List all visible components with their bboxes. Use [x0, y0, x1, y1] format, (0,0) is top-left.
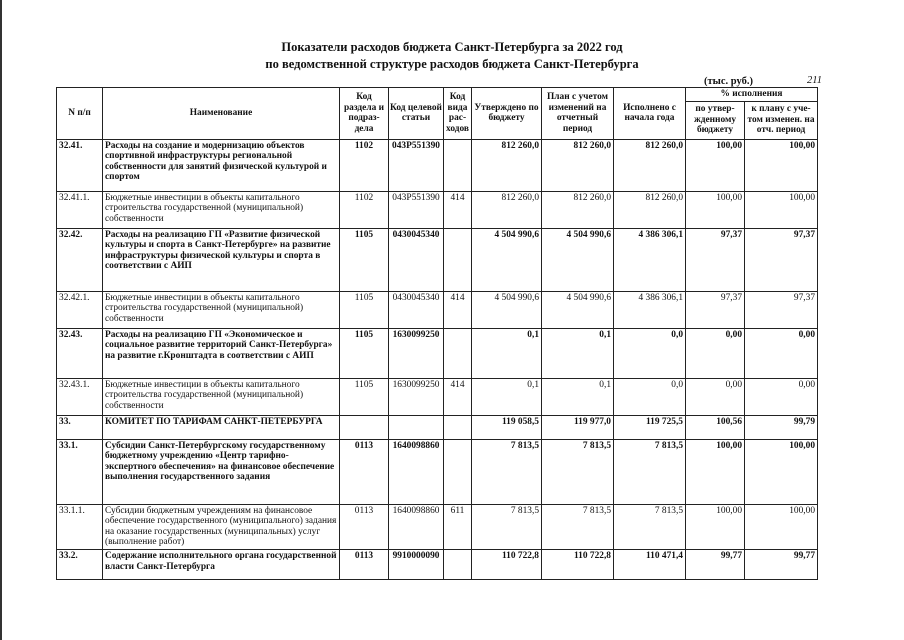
budget-table — [56, 87, 818, 580]
row-section-code: 0113 — [340, 439, 389, 504]
row-pct-approved: 100,00 — [686, 439, 745, 504]
header-type-code: Код вида рас-ходов — [444, 88, 472, 140]
row-executed: 4 386 306,1 — [614, 228, 686, 291]
document-title-line2: по ведомственной структуре расходов бюджета Санкт-Петербурга — [265, 57, 639, 71]
row-executed: 110 471,4 — [614, 549, 686, 579]
row-target-code: 1640098860 — [389, 504, 444, 549]
row-number: 32.42. — [57, 228, 103, 291]
row-type-code — [444, 228, 472, 291]
row-executed: 7 813,5 — [614, 504, 686, 549]
row-number: 33.1.1. — [57, 504, 103, 549]
row-pct-approved: 0,00 — [686, 328, 745, 378]
header-approved: Утверждено по бюджету — [472, 88, 542, 140]
table-row — [57, 228, 818, 291]
row-type-code: 611 — [444, 504, 472, 549]
row-approved: 4 504 990,6 — [472, 291, 542, 328]
row-type-code — [444, 549, 472, 579]
row-plan: 4 504 990,6 — [542, 291, 614, 328]
row-approved: 110 722,8 — [472, 549, 542, 579]
row-plan: 812 260,0 — [542, 139, 614, 191]
row-section-code: 0113 — [340, 504, 389, 549]
row-name: Содержание исполнительного органа государственной власти Санкт-Петербурга — [103, 549, 340, 579]
row-pct-approved: 97,37 — [686, 291, 745, 328]
row-type-code — [444, 439, 472, 504]
header-executed: Исполнено с начала года — [614, 88, 686, 140]
row-section-code: 1105 — [340, 378, 389, 415]
row-approved: 4 504 990,6 — [472, 228, 542, 291]
row-target-code: 0430045340 — [389, 291, 444, 328]
header-section-code: Код раздела и подраз-дела — [340, 88, 389, 140]
row-approved: 812 260,0 — [472, 139, 542, 191]
row-approved: 7 813,5 — [472, 439, 542, 504]
row-target-code — [389, 415, 444, 439]
row-type-code: 414 — [444, 378, 472, 415]
table-row — [57, 504, 818, 549]
row-type-code — [444, 415, 472, 439]
row-target-code: 1630099250 — [389, 378, 444, 415]
document-title-line1: Показатели расходов бюджета Санкт-Петербурга за 2022 год — [281, 40, 623, 54]
row-name: Бюджетные инвестиции в объекты капитального строительства государственной (муниципальной) собственности — [103, 291, 340, 328]
table-row — [57, 328, 818, 378]
row-number: 32.43.1. — [57, 378, 103, 415]
row-pct-plan: 99,79 — [745, 415, 818, 439]
row-executed: 4 386 306,1 — [614, 291, 686, 328]
row-target-code: 9910000090 — [389, 549, 444, 579]
row-plan: 110 722,8 — [542, 549, 614, 579]
row-type-code — [444, 328, 472, 378]
row-approved: 7 813,5 — [472, 504, 542, 549]
table-row — [57, 378, 818, 415]
row-plan: 7 813,5 — [542, 439, 614, 504]
row-target-code: 043P551390 — [389, 191, 444, 228]
row-target-code: 1630099250 — [389, 328, 444, 378]
table-body — [57, 139, 818, 579]
row-pct-approved: 99,77 — [686, 549, 745, 579]
row-number: 32.43. — [57, 328, 103, 378]
row-number: 32.41.1. — [57, 191, 103, 228]
row-number: 32.42.1. — [57, 291, 103, 328]
row-approved: 812 260,0 — [472, 191, 542, 228]
row-name: Субсидии Санкт-Петербургскому государственному бюджетному учреждению «Центр тарифно-экспертного обеспечения» на финансовое обеспечение выполнения государственного задания — [103, 439, 340, 504]
header-pct-plan: к плану с уче-том изменен. на отч. период — [745, 101, 818, 139]
table-row — [57, 549, 818, 579]
row-section-code: 1102 — [340, 191, 389, 228]
row-plan: 7 813,5 — [542, 504, 614, 549]
row-name: Субсидии бюджетным учреждениям на финансовое обеспечение государственного (муниципального) задания на оказание государственных (муниципальных) услуг (выполнение работ) — [103, 504, 340, 549]
page-number: 211 — [807, 75, 822, 86]
row-plan: 119 977,0 — [542, 415, 614, 439]
table-row — [57, 191, 818, 228]
row-executed: 0,0 — [614, 328, 686, 378]
header-target-code: Код целевой статьи — [389, 88, 444, 140]
row-pct-approved: 100,00 — [686, 504, 745, 549]
row-pct-plan: 100,00 — [745, 139, 818, 191]
row-pct-plan: 97,37 — [745, 228, 818, 291]
row-pct-approved: 100,56 — [686, 415, 745, 439]
units-label: (тыс. руб.) — [704, 76, 753, 87]
row-name: Бюджетные инвестиции в объекты капитального строительства государственной (муниципальной) собственности — [103, 378, 340, 415]
row-name: КОМИТЕТ ПО ТАРИФАМ САНКТ-ПЕТЕРБУРГА — [103, 415, 340, 439]
row-plan: 812 260,0 — [542, 191, 614, 228]
row-type-code: 414 — [444, 191, 472, 228]
row-target-code: 1640098860 — [389, 439, 444, 504]
header-percent: % исполнения — [686, 88, 818, 102]
header-pct-approved: по утвер-жденному бюджету — [686, 101, 745, 139]
row-type-code: 414 — [444, 291, 472, 328]
row-section-code: 1105 — [340, 228, 389, 291]
row-approved: 119 058,5 — [472, 415, 542, 439]
row-section-code: 1102 — [340, 139, 389, 191]
row-number: 33.1. — [57, 439, 103, 504]
row-pct-plan: 97,37 — [745, 291, 818, 328]
table-row — [57, 291, 818, 328]
row-number: 33. — [57, 415, 103, 439]
row-name: Расходы на реализацию ГП «Развитие физической культуры и спорта в Санкт-Петербурге» на развитие инфраструктуры физической культуры и спорта в соответствии с АИП — [103, 228, 340, 291]
row-name: Бюджетные инвестиции в объекты капитального строительства государственной (муниципальной) собственности — [103, 191, 340, 228]
row-section-code: 1105 — [340, 291, 389, 328]
header-plan: План с учетом изменений на отчетный период — [542, 88, 614, 140]
row-type-code — [444, 139, 472, 191]
page-left-edge — [0, 0, 2, 640]
row-executed: 7 813,5 — [614, 439, 686, 504]
row-pct-approved: 100,00 — [686, 139, 745, 191]
row-number: 32.41. — [57, 139, 103, 191]
row-executed: 119 725,5 — [614, 415, 686, 439]
row-pct-plan: 100,00 — [745, 504, 818, 549]
row-number: 33.2. — [57, 549, 103, 579]
row-pct-plan: 0,00 — [745, 378, 818, 415]
row-target-code: 0430045340 — [389, 228, 444, 291]
table-row — [57, 415, 818, 439]
row-plan: 0,1 — [542, 328, 614, 378]
row-pct-approved: 97,37 — [686, 228, 745, 291]
row-approved: 0,1 — [472, 378, 542, 415]
row-plan: 4 504 990,6 — [542, 228, 614, 291]
row-target-code: 043P551390 — [389, 139, 444, 191]
table-row — [57, 439, 818, 504]
row-executed: 812 260,0 — [614, 191, 686, 228]
header-name: Наименование — [103, 88, 340, 140]
row-pct-approved: 100,00 — [686, 191, 745, 228]
row-name: Расходы на создание и модернизацию объектов спортивной инфраструктуры региональной собственности для занятий физической культурой и спортом — [103, 139, 340, 191]
row-pct-plan: 100,00 — [745, 191, 818, 228]
table-row — [57, 139, 818, 191]
row-section-code: 0113 — [340, 549, 389, 579]
row-section-code — [340, 415, 389, 439]
header-num: N п/п — [57, 88, 103, 140]
row-pct-plan: 0,00 — [745, 328, 818, 378]
row-approved: 0,1 — [472, 328, 542, 378]
row-section-code: 1105 — [340, 328, 389, 378]
row-pct-plan: 99,77 — [745, 549, 818, 579]
row-pct-plan: 100,00 — [745, 439, 818, 504]
row-executed: 0,0 — [614, 378, 686, 415]
row-name: Расходы на реализацию ГП «Экономическое и социальное развитие территорий Санкт-Петербурга» на развитие г.Кронштадта в соответствии с АИП — [103, 328, 340, 378]
row-pct-approved: 0,00 — [686, 378, 745, 415]
row-plan: 0,1 — [542, 378, 614, 415]
row-executed: 812 260,0 — [614, 139, 686, 191]
